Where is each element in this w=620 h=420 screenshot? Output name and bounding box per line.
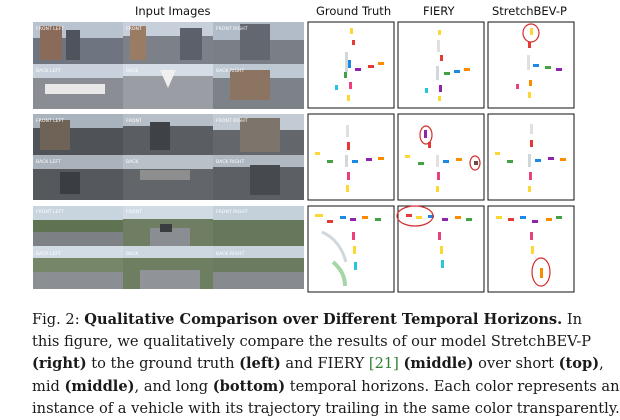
caption-line-3 (32, 353, 604, 375)
caption-text: mid (32, 377, 60, 395)
caption-text: temporal horizons. Each color represents an (289, 377, 620, 395)
cam-label: FRONT LEFT (36, 27, 64, 32)
caption-bold: (middle) (403, 355, 474, 373)
cam-label: FRONT (126, 27, 142, 32)
caption-bold: (right) (32, 355, 87, 373)
bev-panel-fiery-middle (398, 114, 484, 200)
cam-label: BACK (126, 69, 139, 74)
header-ground-truth: Ground Truth (316, 4, 392, 18)
caption-text: over short (478, 355, 554, 373)
cam-label: BACK (126, 160, 139, 165)
caption-text: In (566, 311, 583, 328)
cam-label: BACK LEFT (36, 69, 61, 74)
cam-label: BACK RIGHT (216, 160, 245, 165)
cam-label: FRONT RIGHT (216, 27, 248, 32)
caption-bold: (middle) (64, 377, 135, 395)
cam-label: BACK LEFT (36, 160, 61, 165)
header-fiery: FIERY (423, 4, 455, 18)
caption-bold: (left) (239, 355, 281, 373)
cam-label: BACK (126, 252, 139, 257)
citation-link[interactable]: [21] (368, 355, 399, 373)
cam-label: FRONT LEFT (36, 210, 64, 215)
header-input-images: Input Images (135, 4, 211, 18)
camera-grid-row-middle (33, 114, 304, 200)
caption-text: , and long (134, 377, 209, 395)
cam-label: FRONT (126, 210, 142, 215)
caption-text: , (599, 355, 604, 373)
cam-label: BACK RIGHT (216, 252, 245, 257)
cam-label: FRONT RIGHT (216, 210, 248, 215)
fig-label: Fig. 2: (32, 311, 80, 328)
cam-label: FRONT LEFT (36, 119, 64, 124)
camera-grid-row-top (33, 22, 304, 109)
caption-title: Qualitative Comparison over Different Temporal Horizons. (84, 311, 563, 328)
caption-bold: (top) (558, 355, 600, 373)
header-stretchbev: StretchBEV-P (492, 4, 567, 18)
cam-label: BACK RIGHT (216, 69, 245, 74)
cam-label: BACK LEFT (36, 252, 61, 257)
caption-bold: (bottom) (212, 377, 286, 395)
caption-line-1 (32, 309, 588, 331)
caption-line-4 (32, 376, 620, 398)
caption-line-5: instance of a vehicle with its trajectory trailing in the same color transparently. (32, 399, 620, 417)
cam-label: FRONT (126, 119, 142, 124)
caption-text: to the ground truth (91, 355, 235, 373)
caption-line-2: this figure, we qualitatively compare the results of our model StretchBEV-P (32, 333, 592, 351)
camera-grid-row-bottom (33, 206, 304, 289)
cam-label: FRONT RIGHT (216, 119, 248, 124)
figure-caption (32, 309, 620, 420)
caption-text: and FIERY (285, 355, 365, 373)
